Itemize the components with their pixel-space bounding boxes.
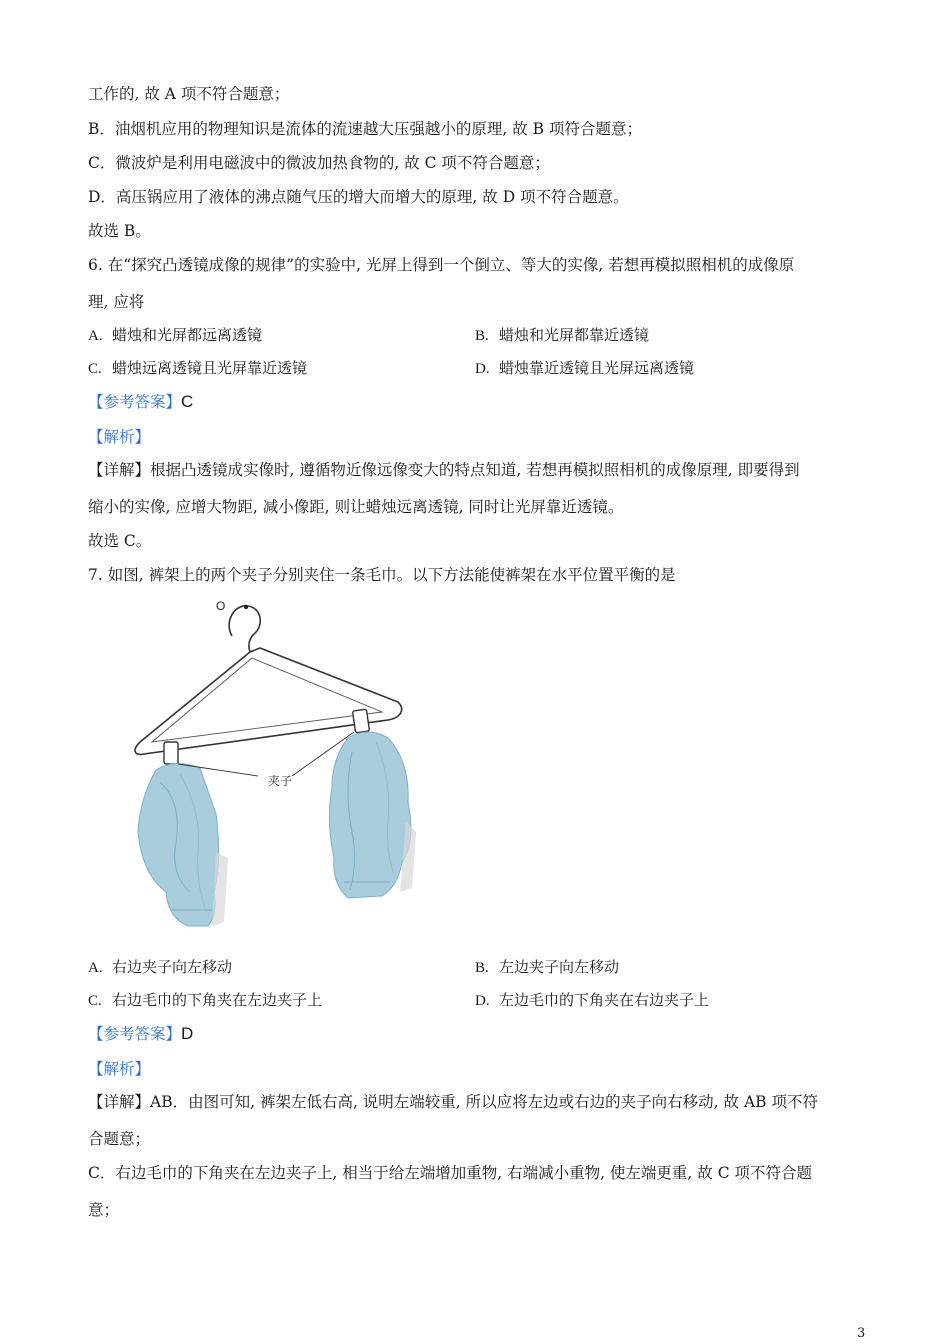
pivot-point	[244, 605, 248, 609]
q7-option-a	[88, 956, 232, 977]
q6-conclusion: 故选 C。	[88, 532, 152, 550]
pivot-label: O	[216, 599, 226, 613]
q7-answer	[88, 1022, 193, 1044]
question-6-stem: 6. 在“探究凸透镜成像的规律”的实验中, 光屏上得到一个倒立、等大的实像, 若想再模拟照相机的成像原	[88, 256, 795, 274]
q6-detail	[88, 458, 800, 480]
hanger-hook	[229, 606, 260, 652]
hanger-frame-inner	[152, 658, 382, 742]
q7-option-b	[475, 956, 619, 977]
option-key: D.	[475, 993, 490, 1009]
q6-analysis-label: 【解析】	[88, 428, 151, 446]
option-text: 蜡烛和光屏都远离透镜	[112, 326, 263, 344]
left-towel	[138, 763, 228, 926]
right-towel	[329, 732, 416, 898]
conclusion-line: 故选 B。	[88, 222, 151, 240]
option-text: 蜡烛和光屏都靠近透镜	[499, 326, 650, 344]
detail-label: 【详解】	[88, 1093, 151, 1111]
option-text: 蜡烛远离透镜且光屏靠近透镜	[112, 359, 308, 377]
q7-analysis-label: 【解析】	[88, 1060, 151, 1078]
answer-label: 【参考答案】	[88, 1025, 182, 1043]
question-7-stem: 7. 如图, 裤架上的两个夹子分别夹住一条毛巾。以下方法能使裤架在水平位置平衡的是	[88, 566, 676, 584]
option-key: B.	[475, 960, 489, 976]
clip-label: 夹子	[268, 774, 293, 788]
option-key: A.	[88, 328, 103, 344]
question-6-stem-cont: 理, 应将	[88, 293, 145, 311]
q6-option-c	[88, 357, 307, 378]
left-clip	[164, 742, 178, 764]
option-key: D.	[475, 361, 490, 377]
text-line: B．油烟机应用的物理知识是流体的流速越大压强越小的原理, 故 B 项符合题意；	[88, 120, 642, 138]
detail-text: AB．由图可知, 裤架左低右高, 说明左端较重, 所以应将左边或右边的夹子向右移动, 故 AB 项不符	[150, 1093, 818, 1111]
option-key: C.	[88, 361, 102, 377]
answer-value: C	[181, 392, 194, 411]
answer-label: 【参考答案】	[88, 393, 182, 411]
q7-detail-c: C．右边毛巾的下角夹在左边夹子上, 相当于给左端增加重物, 右端减小重物, 使左端更重, 故 C 项不符合题	[88, 1164, 812, 1182]
q7-detail-cont: 合题意；	[88, 1130, 151, 1148]
page-number: 3	[857, 1326, 866, 1341]
option-text: 右边夹子向左移动	[112, 958, 233, 976]
text-line: C．微波炉是利用电磁波中的微波加热食物的, 故 C 项不符合题意；	[88, 154, 550, 172]
q7-detail-c-cont: 意；	[88, 1201, 120, 1219]
q7-detail	[88, 1090, 818, 1112]
q6-option-a	[88, 324, 262, 345]
answer-value: D	[181, 1024, 194, 1043]
q7-option-c	[88, 989, 322, 1010]
q7-option-d	[475, 989, 709, 1010]
option-text: 左边夹子向左移动	[499, 958, 620, 976]
text-line: D．高压锅应用了液体的沸点随气压的增大而增大的原理, 故 D 项不符合题意。	[88, 188, 629, 206]
option-key: B.	[475, 328, 489, 344]
option-text: 右边毛巾的下角夹在左边夹子上	[112, 991, 323, 1009]
q6-answer	[88, 390, 193, 412]
detail-text: 根据凸透镜成实像时, 遵循物近像远像变大的特点知道, 若想再模拟照相机的成像原理, 即要得到	[150, 461, 800, 479]
q6-detail-cont: 缩小的实像, 应增大物距, 减小像距, 则让蜡烛远离透镜, 同时让光屏靠近透镜。	[88, 498, 624, 516]
hanger-figure	[120, 592, 440, 932]
q6-option-d	[475, 357, 694, 378]
detail-label: 【详解】	[88, 461, 151, 479]
option-text: 左边毛巾的下角夹在右边夹子上	[499, 991, 710, 1009]
option-text: 蜡烛靠近透镜且光屏远离透镜	[499, 359, 695, 377]
right-clip	[353, 709, 370, 733]
hanger-illustration	[120, 592, 440, 932]
text-line: 工作的, 故 A 项不符合题意；	[88, 85, 290, 103]
option-key: C.	[88, 993, 102, 1009]
q6-option-b	[475, 324, 649, 345]
option-key: A.	[88, 960, 103, 976]
